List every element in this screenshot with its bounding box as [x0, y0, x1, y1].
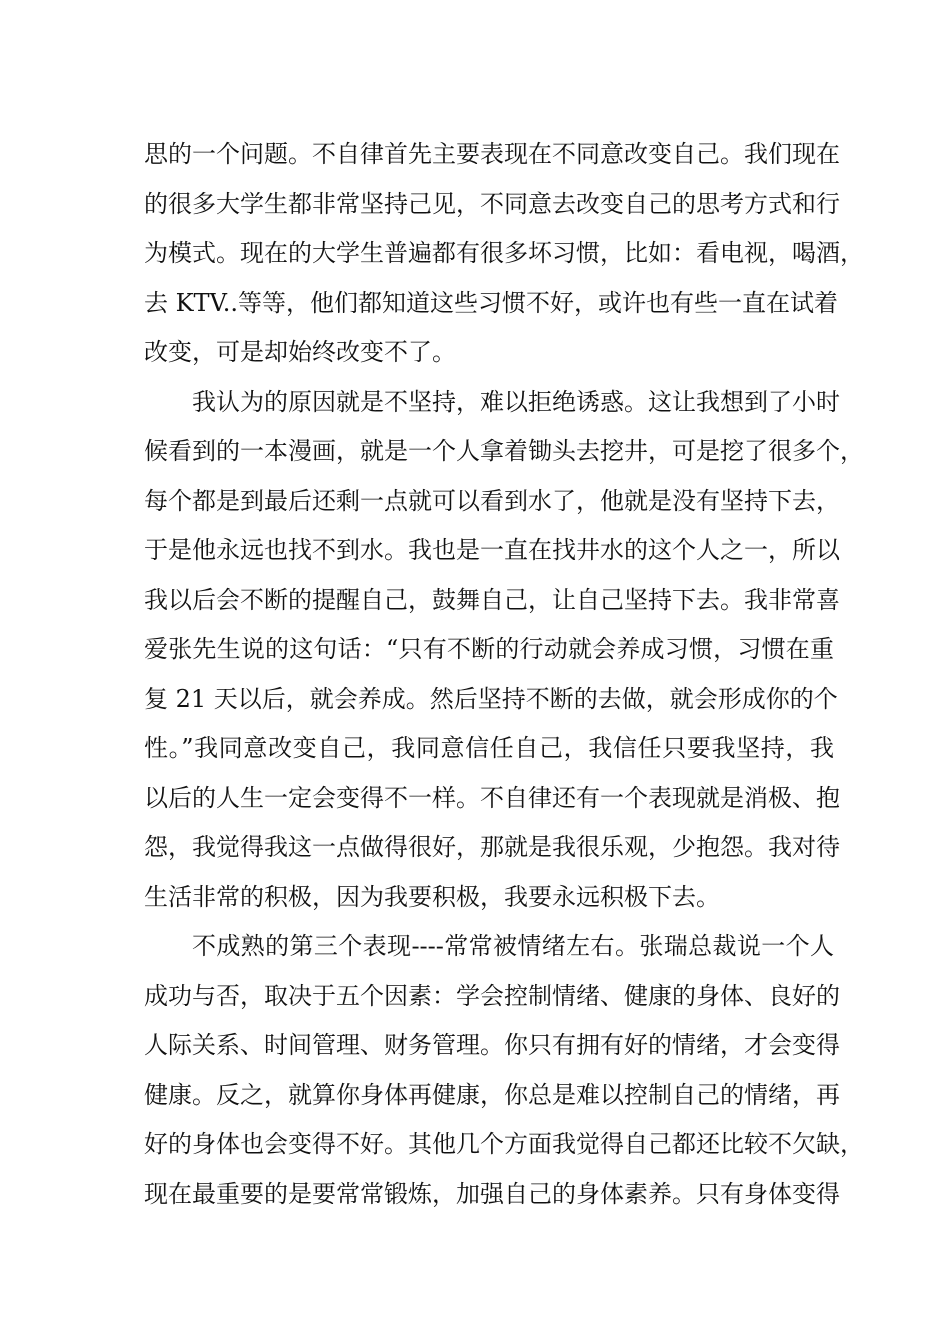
text-line: 复 21 天以后，就会养成。然后坚持不断的去做，就会形成你的个 — [144, 684, 838, 713]
text-line: 爱张先生说的这句话：“只有不断的行动就会养成习惯，习惯在重 — [144, 635, 834, 663]
text-line: 成功与否，取决于五个因素：学会控制情绪、健康的身体、良好的 — [144, 981, 840, 1010]
text-line: 以后的人生一定会变得不一样。不自律还有一个表现就是消极、抱 — [144, 783, 840, 812]
text-line: 现在最重要的是要常常锻炼，加强自己的身体素养。只有身体变得 — [144, 1179, 840, 1208]
text-line: 的很多大学生都非常坚持己见，不同意去改变自己的思考方式和行 — [144, 189, 840, 218]
text-line: 为模式。现在的大学生普遍都有很多坏习惯，比如：看电视，喝酒， — [144, 239, 864, 267]
text-line: 我以后会不断的提醒自己，鼓舞自己，让自己坚持下去。我非常喜 — [144, 585, 840, 614]
paragraph-2 — [144, 378, 864, 923]
text-line: 我认为的原因就是不坚持，难以拒绝诱惑。这让我想到了小时 — [192, 387, 840, 416]
text-line: 人际关系、时间管理、财务管理。你只有拥有好的情绪，才会变得 — [144, 1031, 840, 1059]
text-line: 不成熟的第三个表现----常常被情绪左右。张瑞总裁说一个人 — [192, 932, 834, 960]
text-line: 候看到的一本漫画，就是一个人拿着锄头去挖井，可是挖了很多个， — [144, 437, 864, 465]
text-line: 思的一个问题。不自律首先主要表现在不同意改变自己。我们现在 — [144, 140, 840, 168]
text-line: 每个都是到最后还剩一点就可以看到水了，他就是没有坚持下去， — [144, 486, 840, 515]
paragraph-1 — [144, 130, 864, 378]
text-line: 生活非常的积极，因为我要积极，我要永远积极下去。 — [144, 882, 720, 911]
document-body — [144, 130, 864, 1219]
text-line: 改变，可是却始终改变不了。 — [144, 338, 456, 366]
text-line: 健康。反之，就算你身体再健康，你总是难以控制自己的情绪，再 — [144, 1080, 840, 1109]
text-line: 去 KTV..等等，他们都知道这些习惯不好，或许也有些一直在试着 — [144, 288, 838, 317]
paragraph-3 — [144, 922, 864, 1219]
text-line: 好的身体也会变得不好。其他几个方面我觉得自己都还比较不欠缺， — [144, 1130, 864, 1158]
text-line: 性。”我同意改变自己，我同意信任自己，我信任只要我坚持，我 — [144, 734, 834, 762]
text-line: 怨，我觉得我这一点做得很好，那就是我很乐观，少抱怨。我对待 — [144, 833, 840, 861]
text-line: 于是他永远也找不到水。我也是一直在找井水的这个人之一，所以 — [144, 536, 840, 564]
